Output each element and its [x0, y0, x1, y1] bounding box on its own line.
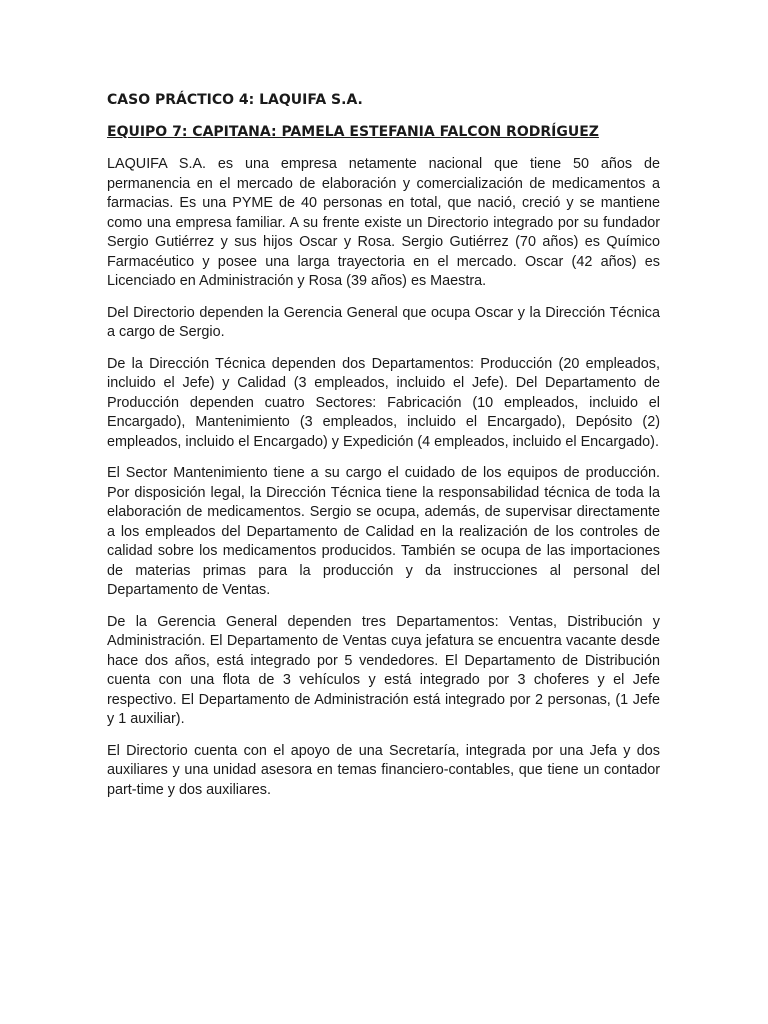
document-page: [107, 90, 660, 812]
paragraph: El Directorio cuenta con el apoyo de una Secretaría, integrada por una Jefa y dos auxiliares y una unidad asesora en temas financiero-contables, que tiene un contador part-time y dos auxiliares.: [107, 742, 660, 798]
paragraph: LAQUIFA S.A. es una empresa netamente nacional que tiene 50 años de permanencia en el mercado de elaboración y comercialización de medicamentos a farmacias. Es una PYME de 40 personas en total, que nació, creció y se mantiene como una empresa familiar. A su frente existe un Directorio integrado por su fundador Sergio Gutiérrez y sus hijos Oscar y Rosa. Sergio Gutiérrez (70 años) es Químico Farmacéutico y posee una larga trayectoria en el mercado. Oscar (42 años) es Licenciado en Administración y Rosa (39 años) es Maestra.: [107, 156, 660, 289]
team-heading: EQUIPO 7: CAPITANA: PAMELA ESTEFANIA FALCON RODRÍGUEZ: [107, 124, 599, 140]
paragraph: Del Directorio dependen la Gerencia General que ocupa Oscar y la Dirección Técnica a cargo de Sergio.: [107, 304, 660, 340]
paragraph: De la Dirección Técnica dependen dos Departamentos: Producción (20 empleados, incluido el Jefe) y Calidad (3 empleados, incluido el Jefe). Del Departamento de Producción dependen cuatro Sectores: Fabricación (10 empleados, incluido el Encargado), Mantenimiento (3 empleados, incluido el Encargado), Depósito (2) empleados, incluido el Encargado) y Expedición (4 empleados, incluido el Encargado).: [107, 355, 660, 450]
paragraph: De la Gerencia General dependen tres Departamentos: Ventas, Distribución y Administración. El Departamento de Ventas cuya jefatura se encuentra vacante desde hace dos años, está integrado por 5 vendedores. El Departamento de Distribución cuenta con una flota de 3 vehículos y está integrado por 3 choferes y el Jefe respectivo. El Departamento de Administración está integrado por 2 personas, (1 Jefe y 1 auxiliar).: [107, 613, 660, 727]
paragraph: El Sector Mantenimiento tiene a su cargo el cuidado de los equipos de producción. Por disposición legal, la Dirección Técnica tiene la responsabilidad técnica de toda la elaboración de medicamentos. Sergio se ocupa, además, de supervisar directamente a los empleados del Departamento de Calidad en la realización de los controles de calidad sobre los medicamentos producidos. También se ocupa de las importaciones de materias primas para la producción y da instrucciones al personal del Departamento de Ventas.: [107, 465, 660, 598]
document-title: CASO PRÁCTICO 4: LAQUIFA S.A.: [107, 92, 363, 108]
